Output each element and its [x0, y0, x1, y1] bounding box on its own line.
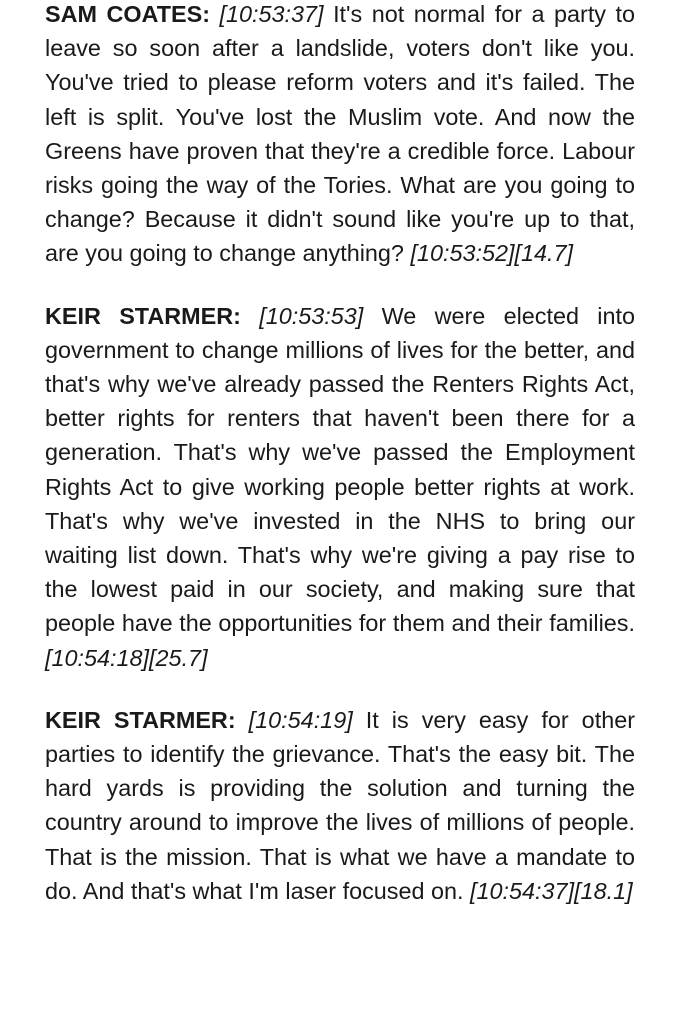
start-timestamp: [10:54:19] [248, 706, 353, 733]
transcript-entry [45, 299, 635, 675]
speaker-name: KEIR STARMER: [45, 302, 241, 329]
end-timestamp: [10:53:52][14.7] [410, 240, 574, 267]
speaker-name: SAM COATES: [45, 1, 210, 27]
end-timestamp: [10:54:18][25.7] [45, 644, 208, 671]
transcript [45, 0, 635, 908]
end-timestamp: [10:54:37][18.1] [470, 877, 633, 904]
entry-text: It is very easy for other parties to identify the grievance. That's the easy bit. The hard yards is providing the solution and turning the country around to improve the lives of millions of people. That is the mission. That is what we have a mandate to do. And that's what I'm laser focused on. [45, 706, 635, 904]
start-timestamp: [10:53:53] [259, 302, 364, 329]
transcript-entry [45, 703, 635, 908]
start-timestamp: [10:53:37] [219, 1, 324, 27]
entry-text: It's not normal for a party to leave so soon after a landslide, voters don't like you. You've tried to please reform voters and it's failed. The left is split. You've lost the Muslim vote. And now the Greens have proven that they're a credible force. Labour risks going the way of the Tories. What are you going to change? Because it didn't sound like you're up to that, are you going to change anything? [45, 1, 636, 267]
entry-text: We were elected into government to change millions of lives for the better, and that's why we've already passed the Renters Rights Act, better rights for renters that haven't been there for a generation. That's why we've passed the Employment Rights Act to give working people better rights at work. That's why we've invested in the NHS to bring our waiting list down. That's why we're giving a pay rise to the lowest paid in our society, and making sure that people have the opportunities for them and their families. [45, 302, 636, 637]
speaker-name: KEIR STARMER: [45, 706, 236, 733]
transcript-entry [45, 0, 635, 271]
